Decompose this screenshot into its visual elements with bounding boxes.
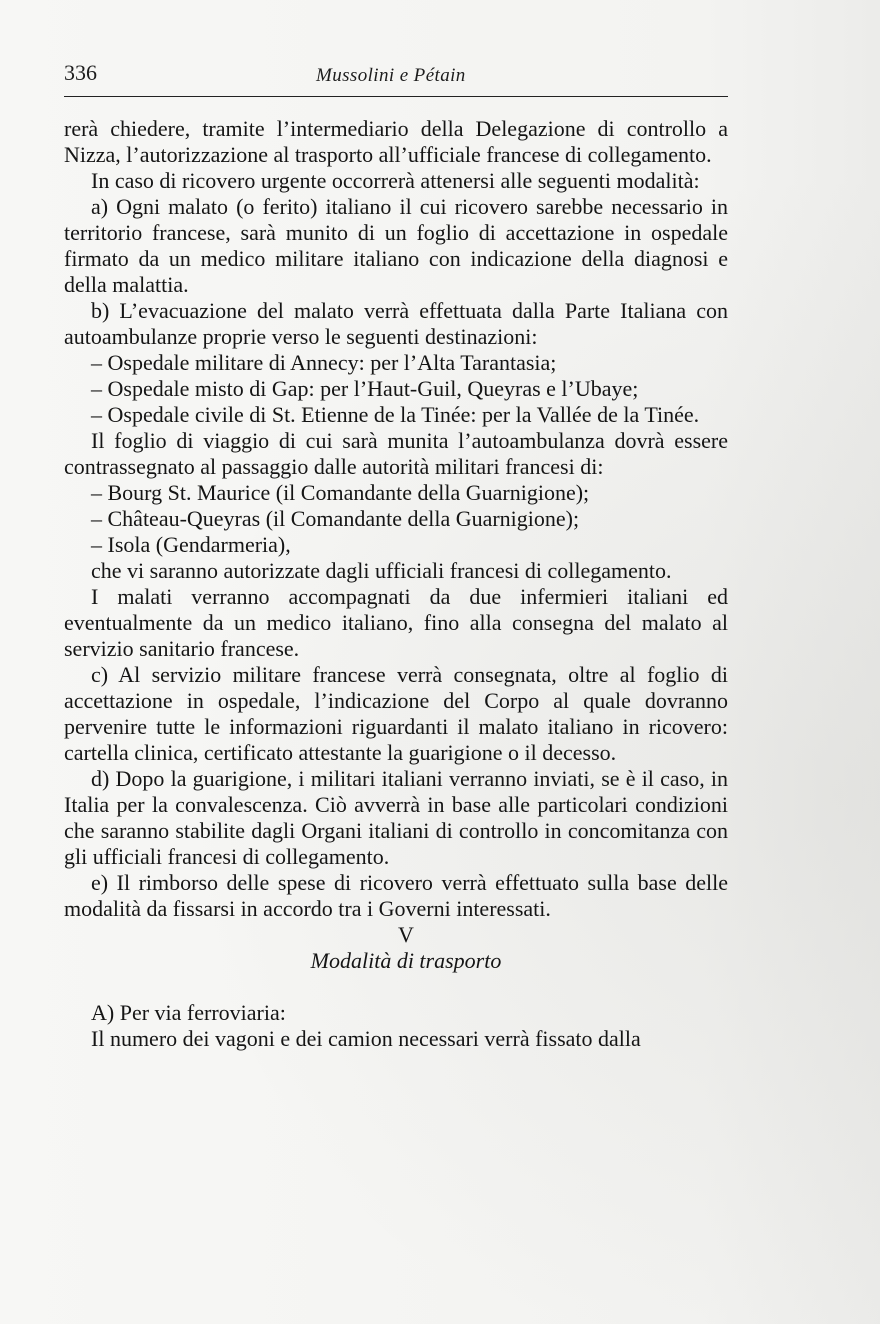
page-header: [64, 58, 728, 97]
section-number: V: [398, 922, 414, 947]
paragraph-nurses: I malati verranno accompagnati da due infermieri italiani ed eventualmente da un medico italiano, fino alla consegna del malato al servizio sanitario francese.: [64, 584, 728, 661]
paragraph-travel-sheet: Il foglio di viaggio di cui sarà munita l’autoambulanza dovrà essere contrassegnato al passaggio dalle autorità militari francesi di:: [64, 428, 728, 479]
body-text: [64, 116, 728, 1052]
paragraph-authorized: che vi saranno autorizzate dagli ufficiali francesi di collegamento.: [91, 558, 672, 583]
paragraph-rail-heading: A) Per via ferroviaria:: [91, 1000, 286, 1025]
list-item-isola: – Isola (Gendarmeria),: [91, 532, 291, 557]
page-number: 336: [64, 60, 97, 85]
list-item-chateau-queyras: – Château-Queyras (il Comandante della Guarnigione);: [91, 506, 580, 531]
list-item-gap: – Ospedale misto di Gap: per l’Haut-Guil, Queyras e l’Ubaye;: [91, 376, 639, 401]
section-title: Modalità di trasporto: [310, 948, 502, 973]
paragraph-urgent-admission: In caso di ricovero urgente occorrerà attenersi alle seguenti modalità:: [91, 168, 700, 193]
paragraph-rail-wagons: Il numero dei vagoni e dei camion necessari verrà fissato dalla: [91, 1026, 641, 1051]
list-item-annecy: – Ospedale militare di Annecy: per l’Alta Tarantasia;: [91, 350, 557, 375]
running-title: Mussolini e Pétain: [316, 65, 466, 86]
paragraph-point-e: e) Il rimborso delle spese di ricovero verrà effettuato sulla base delle modalità da fissarsi in accordo tra i Governi interessati.: [64, 870, 728, 921]
section-spacer: [64, 974, 728, 1000]
paragraph-point-c: c) Al servizio militare francese verrà consegnata, oltre al foglio di accettazione in ospedale, l’indicazione del Corpo al quale dovranno pervenire tutte le informazioni riguardanti il malato italiano in ricovero: cartella clinica, certificato attestante la guarigione o il decesso.: [64, 662, 728, 765]
paragraph-point-b: b) L’evacuazione del malato verrà effettuata dalla Parte Italiana con autoambulanze proprie verso le seguenti destinazioni:: [64, 298, 728, 349]
paragraph-point-a: a) Ogni malato (o ferito) italiano il cui ricovero sarebbe necessario in territorio francese, sarà munito di un foglio di accettazione in ospedale firmato da un medico militare italiano con indicazione della diagnosi e della malattia.: [64, 194, 728, 297]
list-item-st-etienne: – Ospedale civile di St. Etienne de la Tinée: per la Vallée de la Tinée.: [91, 402, 700, 427]
list-item-bourg-st-maurice: – Bourg St. Maurice (il Comandante della Guarnigione);: [91, 480, 590, 505]
paragraph-continuation: rerà chiedere, tramite l’intermediario della Delegazione di controllo a Nizza, l’autorizzazione al trasporto all’ufficiale francese di collegamento.: [64, 116, 728, 167]
paragraph-point-d: d) Dopo la guarigione, i militari italiani verranno inviati, se è il caso, in Italia per la convalescenza. Ciò avverrà in base alle particolari condizioni che saranno stabilite dagli Organi italiani di controllo in concomitanza con gli ufficiali francesi di collegamento.: [64, 766, 728, 869]
